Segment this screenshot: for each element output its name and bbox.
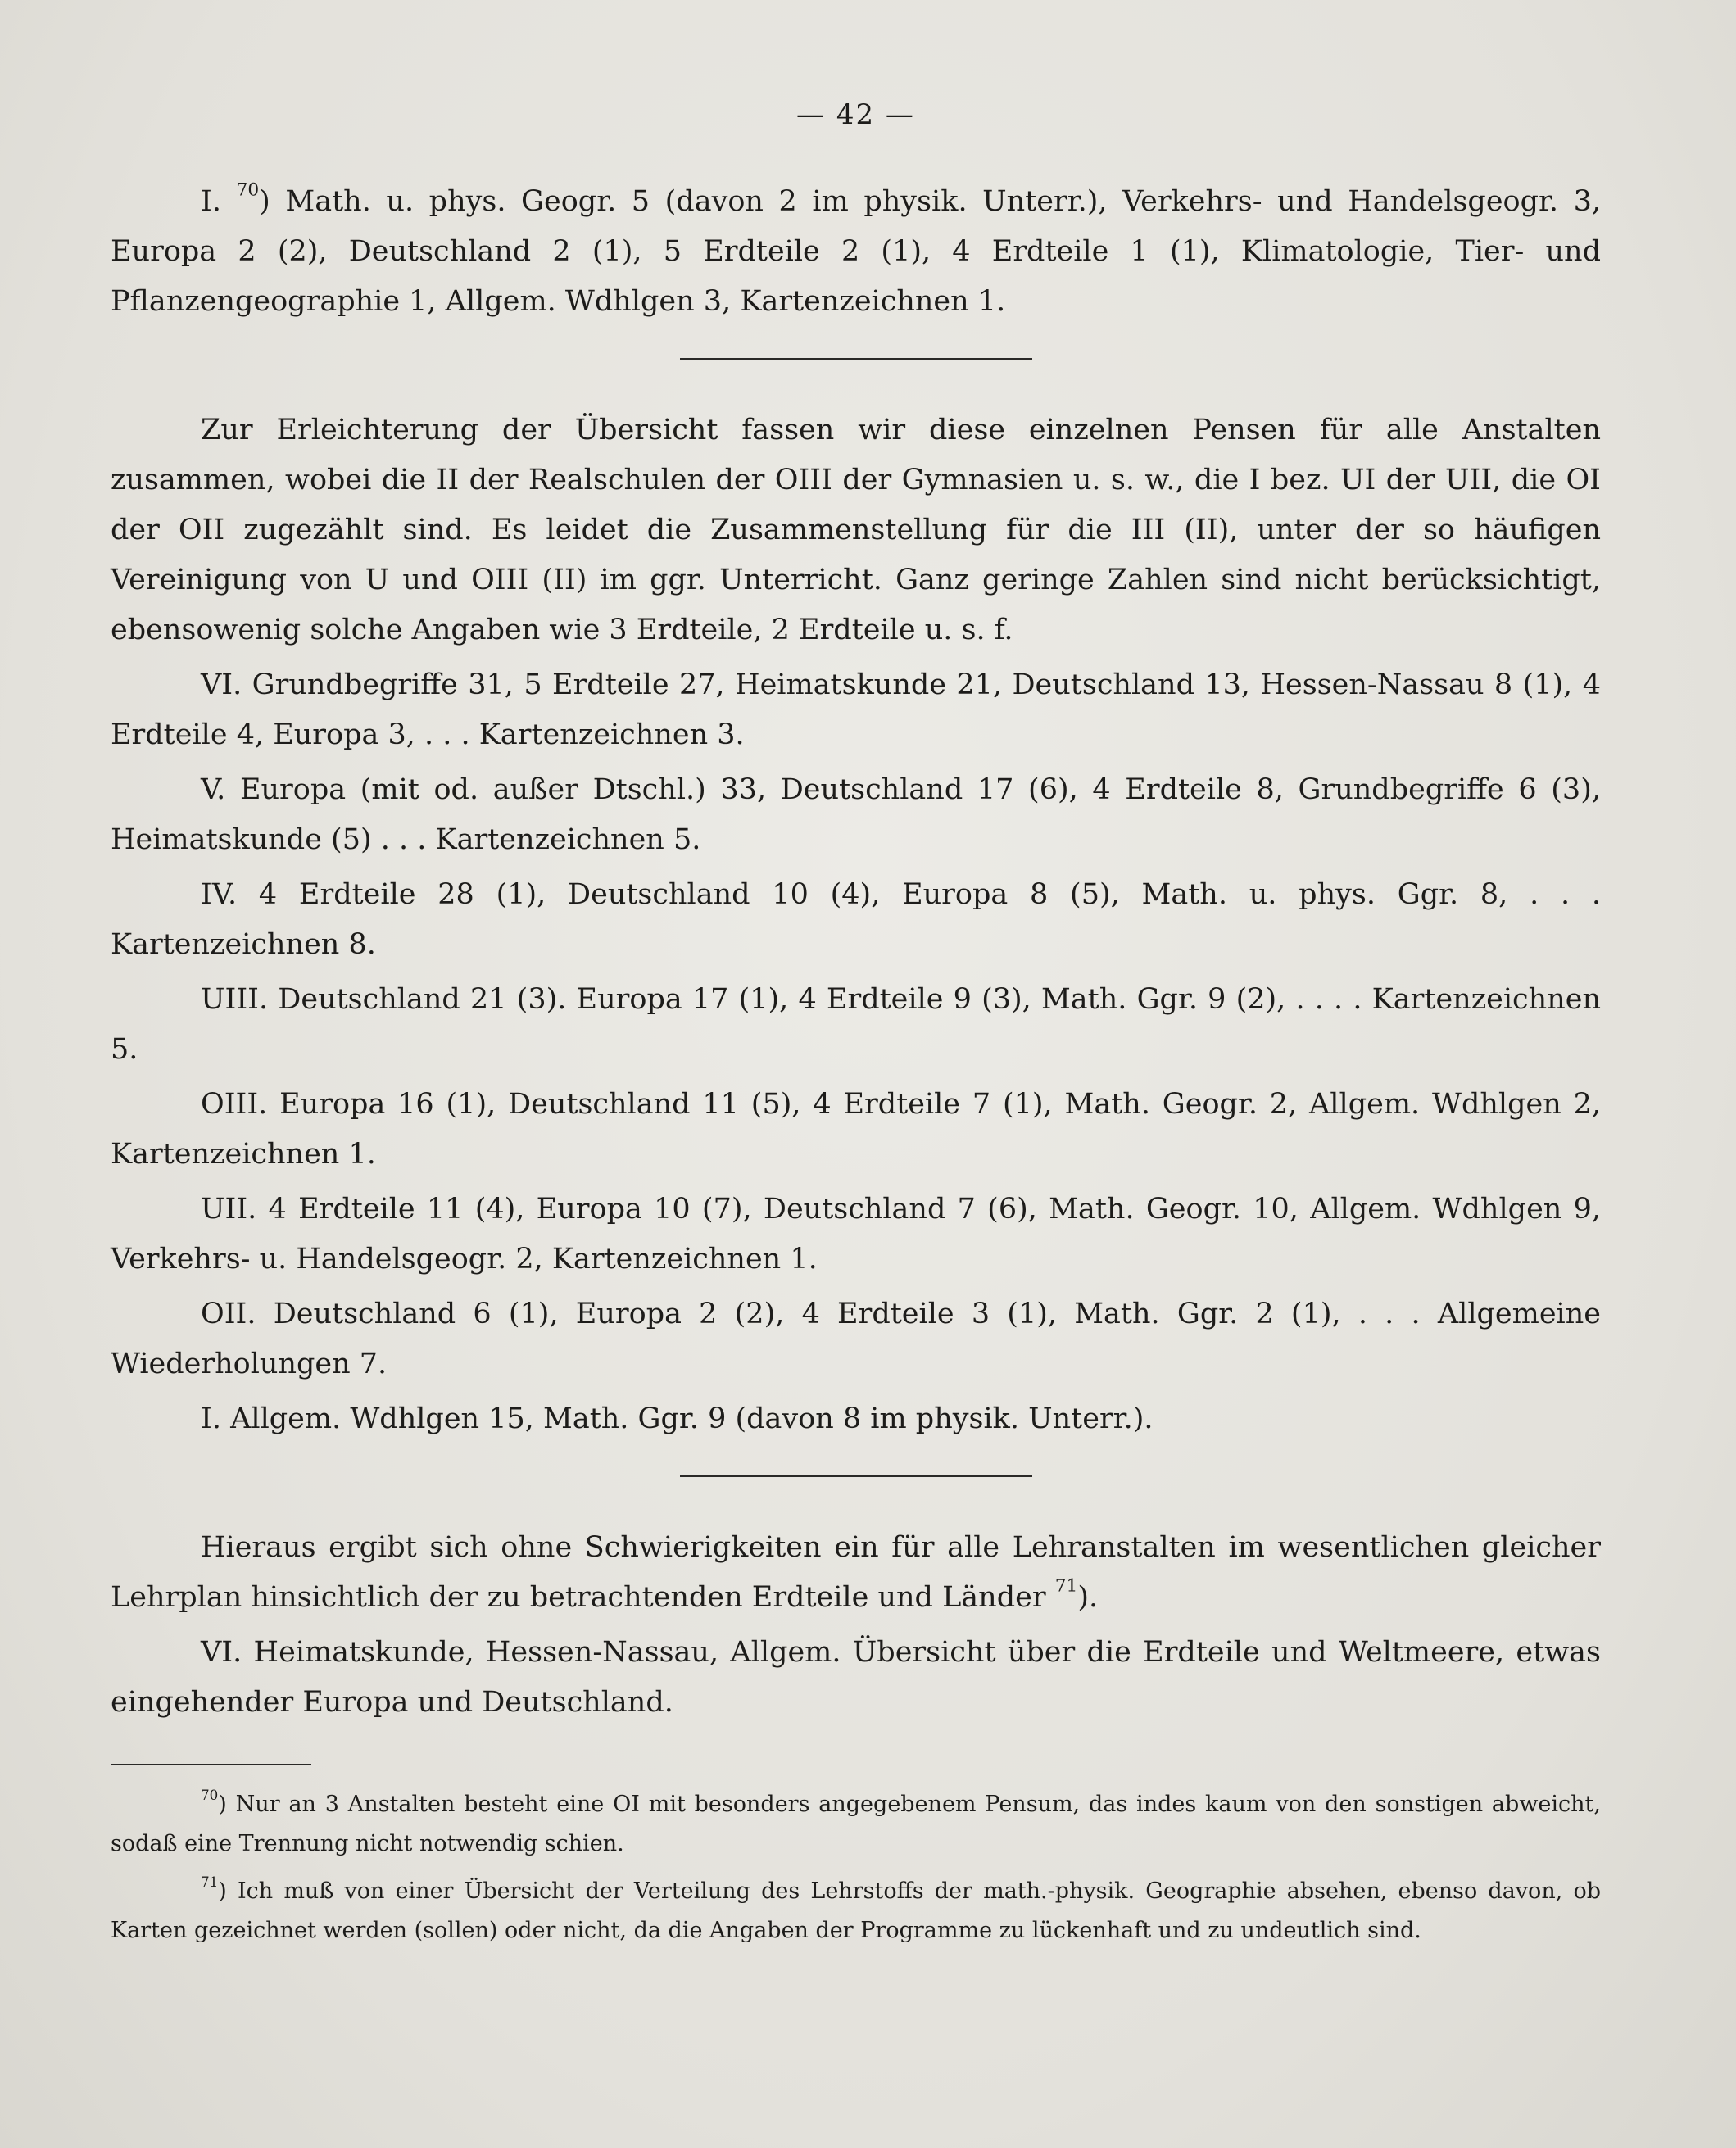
curriculum-entry bbox=[111, 975, 1601, 1075]
entry-text: Europa (mit od. außer Dtschl.) 33, Deutschland 17 (6), 4 Erdteile 8, Grundbegriffe 6 (3), Heimatskunde (5) . . . Kartenzeichnen 5. bbox=[111, 773, 1601, 856]
curriculum-entry bbox=[111, 1080, 1601, 1180]
footnote-number: 71 bbox=[201, 1873, 219, 1890]
entry-label: V. bbox=[201, 773, 226, 806]
curriculum-entry bbox=[111, 765, 1601, 865]
entry-label: OIII. bbox=[201, 1088, 268, 1121]
entry-label: VI. bbox=[201, 668, 242, 701]
section-divider bbox=[680, 1475, 1032, 1477]
entry-label: I. bbox=[201, 1403, 221, 1435]
final-entry bbox=[111, 1628, 1601, 1728]
footnote-ref: 70 bbox=[236, 179, 260, 201]
curriculum-entry bbox=[111, 870, 1601, 970]
conclusion-tail: ). bbox=[1077, 1581, 1099, 1614]
entry-text: Grundbegriffe 31, 5 Erdteile 27, Heimatskunde 21, Deutschland 13, Hessen-Nassau 8 (1), 4 Erdteile 4, Europa 3, . . . Kartenzeichnen 3. bbox=[111, 668, 1601, 751]
entry-label: I. bbox=[201, 185, 221, 218]
entry-text: Allgem. Wdhlgen 15, Math. Ggr. 9 (davon 8 im physik. Unterr.). bbox=[230, 1403, 1154, 1435]
entry-text: Deutschland 6 (1), Europa 2 (2), 4 Erdteile 3 (1), Math. Ggr. 2 (1), . . . Allgemeine Wiederholungen 7. bbox=[111, 1298, 1601, 1380]
entry-label: UII. bbox=[201, 1193, 257, 1226]
footnote-divider bbox=[111, 1764, 311, 1765]
entry-text: ) Math. u. phys. Geogr. 5 (davon 2 im physik. Unterr.), Verkehrs- und Handelsgeogr. 3, Europa 2 (2), Deutschland 2 (1), 5 Erdteile 2 (1), 4 Erdteile 1 (1), Klimatologie, Tier- und Pflanzengeographie 1, Allgem. Wdhlgen 3, Kartenzeichnen 1. bbox=[111, 185, 1601, 318]
footnote-ref: 71 bbox=[1054, 1575, 1078, 1597]
entry-text: Heimatskunde, Hessen-Nassau, Allgem. Übersicht über die Erdteile und Weltmeere, etwas eingehender Europa und Deutschland. bbox=[111, 1636, 1601, 1719]
footnote-text: ) Ich muß von einer Übersicht der Verteilung des Lehrstoffs der math.-physik. Geographie absehen, ebenso davon, ob Karten gezeichnet werden (sollen) oder nicht, da die Angaben der Programme zu lückenhaft und zu undeutlich sind. bbox=[111, 1878, 1601, 1943]
entry-text: Europa 16 (1), Deutschland 11 (5), 4 Erdteile 7 (1), Math. Geogr. 2, Allgem. Wdhlgen 2, Kartenzeichnen 1. bbox=[111, 1088, 1601, 1171]
curriculum-entry bbox=[111, 660, 1601, 760]
entry-label: OII. bbox=[201, 1298, 256, 1330]
footnote bbox=[111, 1785, 1601, 1864]
footnote-text: ) Nur an 3 Anstalten besteht eine OI mit besonders angegebenem Pensum, das indes kaum von den sonstigen abweicht, sodaß eine Trennung nicht notwendig schien. bbox=[111, 1792, 1601, 1856]
curriculum-entry bbox=[111, 1185, 1601, 1285]
curriculum-entry bbox=[111, 1289, 1601, 1389]
intro-paragraph bbox=[111, 177, 1601, 327]
entry-label: IV. bbox=[201, 878, 238, 911]
page-number: — 42 — bbox=[796, 98, 915, 131]
footnote bbox=[111, 1872, 1601, 1951]
entry-text: 4 Erdteile 28 (1), Deutschland 10 (4), Europa 8 (5), Math. u. phys. Ggr. 8, . . . Kartenzeichnen 8. bbox=[111, 878, 1601, 961]
section-divider bbox=[680, 358, 1032, 360]
summary-paragraph: Zur Erleichterung der Übersicht fassen wir diese einzelnen Pensen für alle Anstalten zusammen, wobei die II der Realschulen der OIII der Gymnasien u. s. w., die I bez. UI der UII, die OI der OII zugezählt sind. Es leidet die Zusammenstellung für die III (II), unter der so häufigen Vereinigung von U und OIII (II) im ggr. Unterricht. Ganz geringe Zahlen sind nicht berücksichtigt, ebensowenig solche Angaben wie 3 Erdteile, 2 Erdteile u. s. f. bbox=[111, 414, 1601, 646]
entry-label: VI. bbox=[201, 1636, 242, 1669]
entry-text: Deutschland 21 (3). Europa 17 (1), 4 Erdteile 9 (3), Math. Ggr. 9 (2), . . . . Kartenzeichnen 5. bbox=[111, 983, 1601, 1066]
conclusion-paragraph bbox=[111, 1523, 1601, 1623]
main-text bbox=[111, 177, 1601, 1728]
conclusion-text: Hieraus ergibt sich ohne Schwierigkeiten ein für alle Lehranstalten im wesentlichen gleicher Lehrplan hinsichtlich der zu betrachtenden Erdteile und Länder bbox=[111, 1531, 1601, 1614]
curriculum-entries bbox=[111, 660, 1601, 1444]
footnote-number: 70 bbox=[201, 1786, 219, 1803]
entry-label: UIII. bbox=[201, 983, 269, 1016]
curriculum-entry bbox=[111, 1394, 1601, 1444]
footnotes bbox=[111, 1785, 1601, 1951]
entry-text: 4 Erdteile 11 (4), Europa 10 (7), Deutschland 7 (6), Math. Geogr. 10, Allgem. Wdhlgen 9, Verkehrs- u. Handelsgeogr. 2, Kartenzeichnen 1. bbox=[111, 1193, 1601, 1276]
